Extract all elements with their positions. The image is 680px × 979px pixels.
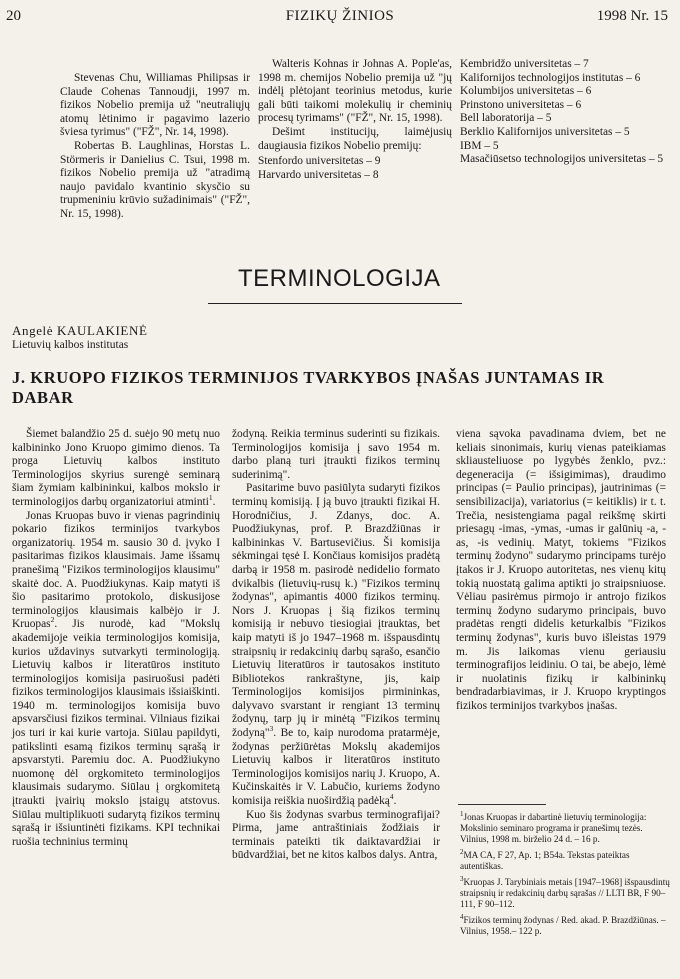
footnote: $^2$MA CA, F 27, Ap. 1; B54a. Tekstas pateiktas autentiškas. [460,847,630,871]
nobel-entry: Stevenas Chu, Williamas Philipsas ir Claude Cohenas Tannoudji, 1997 m. fizikos Nobelio premija už "neutraliųjų atomų lėtinimo ir pagavimo lazerio šviesa tyrimus" ("FŽ", Nr. 14, 1998). [60,72,250,139]
article-title: J. KRUOPO FIZIKOS TERMINIJOS TVARKYBOS ĮNAŠAS JUNTAMAS IR DABAR [12,368,605,407]
body-paragraph: Pasitarime buvo pasiūlyta sudaryti fizikos terminų komisiją. Į ją buvo įtraukti fizikai H. Horodničius, J. Zdanys, doc. A. Puodžiukynas, prof. P. Brazdžiūnas ir kalbininkas V. Bartusevičius. Ši komisija sėkmingai tęsė I. Končiaus komisijos pradėtą darbą ir 1958 m. pasirodė nedidelio formato dvikalbis (lietuvių-rusų k.) "Fizikos terminų žodynas", apimantis 4000 fizikos terminų. Nors J. Kruopas į šią fizikos terminų komisiją ir nebuvo tiesiogiai įtrauktas, bet kaip matyti iš jo 1947–1968 m. išspausdintų straipsnių ir redakcinių darbų sąrašo, esančio Lietuvių literatūros ir tautosakos instituto Bibliotekos rankraštyne, jis, kaip Terminologijos komisijos pirmininkas, dalyvavo svarstant ir rengiant 13 terminų žodynų, tarp jų ir minėtą "Fizikos terminų žodyną"$^3$. Be to, kaip nurodoma pratarmėje, žodynas peržiūrėtas Mokslų akademijos Lietuvių kalbos ir literatūros instituto Terminologijos komisijos narių J. Kruopo, A. Kučinskaitės ir V. Labučio, kuriems žodyno komisija reiškia nuoširdžią padėką$^4$. [232,482,440,808]
page-header [0,8,680,28]
top-column-2 [258,58,452,182]
author-first-name: Angelė [12,323,54,338]
body-paragraph: žodyną. Reikia terminus suderinti su fizikais. Terminologijos komisija į savo 1954 m. darbo planą turi įtraukti fizikos terminų suderinimą". [232,428,440,481]
institution-item: Prinstono universitetas – 6 [460,98,582,111]
author-institution: Lietuvių kalbos institutas [12,339,129,351]
institution-item: Berklio Kalifornijos universitetas – 5 [460,125,630,138]
author-block [12,324,147,352]
footnotes [460,809,670,942]
footnote-ref: 2 [50,615,55,625]
footnote-ref: 3 [269,724,274,734]
body-column-3 [456,428,666,713]
institution-item: IBM – 5 [460,139,499,152]
institution-item: Kembridžo universitetas – 7 [460,58,589,70]
institutions-list-a [258,155,452,182]
footnote: $^1$Jonas Kruopas ir dabartinė lietuvių terminologija: Mokslinio seminaro programa ir pranešimų tezės. Vilnius, 1998 m. birželio 24 d. – 16 p. [460,809,647,844]
institution-item: Bell laboratorija – 5 [460,112,552,125]
institution-item: Kalifornijos technologijos institutas – 6 [460,71,641,84]
footnote-ref: 4 [389,792,394,802]
top-column-1 [60,72,250,222]
footnote: $^3$Kruopas J. Tarybiniais metais [1947–1968] išspausdintų straipsnių ir redakcinių darbų sąrašas // LLTI BR, F 90–111, F 90–112. [460,874,670,909]
issue-label: 1998 Nr. 15 [596,8,668,24]
footnote: $^4$Fizikos terminų žodynas / Red. akad. P. Brazdžiūnas. – Vilnius, 1958.– 122 p. [460,912,666,936]
footnote-divider [458,804,546,805]
body-paragraph: viena sąvoka pavadinama dviem, bet ne keliais sinonimais, kurių vienas pateikiamas skliausteliuose po lygybės ženklo, pvz.: degeneracija (= išsigimimas), draudimo principas (= Paulio principas), jautrinimas (= sensibilizacija), variatorius (= keitiklis) ir t. t. Trečia, nesistengiama pagal reikšmę skirti priesagų -imas, -ymas, -umas ir galūnių -a, -as, -is vedinių. Matyt, tokiems "Fizikos terminų žodyno" sudarymo principams turėjo įtakos ir J. Kruopo autoritetas, nes vienų kitų tokią nuostatą galima aptikti jo straipsniuose. Vėliau pasirėmus pirmojo ir antrojo fizikos terminų žodyno sudarymo principais, buvo pradėtas rengti didelis keturkalbis "Fizikos terminų žodynas", kuris buvo išleistas 1979 m. Jis laikomas vienu geriausiu terminografijos leidiniu. O tai, be abejo, lėmė ir nuolatinis fizikų ir kalbininkų bendradarbiavimas, ir J. Kruopo kryptingos fizikos terminijos tvarkybos įnašas. [456,428,666,712]
institutions-intro: Dešimt institucijų, laimėjusių daugiausia fizikos Nobelio premijų: [258,125,452,152]
body-paragraph: Šiemet balandžio 25 d. suėjo 90 metų nuo kalbininko Jono Kruopo gimimo dienos. Ta proga Lietuvių kalbos instituto Terminologijos skyrius surengė seminarą šiam žymiam kalbininkui, kalbos mokslo ir terminologijos darbų organizatoriui atminti$^1$. [12,428,220,508]
institution-item: Harvardo universitetas – 8 [258,168,379,181]
institution-item: Stenfordo universitetas – 9 [258,155,381,168]
journal-title: FIZIKŲ ŽINIOS [285,8,395,24]
nobel-entry: Walteris Kohnas ir Johnas A. Pople'as, 1998 m. chemijos Nobelio premija už "jų indėlį plėtojant teorinius metodus, kurie gali būti taikomi molekulių ir cheminių procesų tyrimams" ("FŽ", Nr. 15, 1998). [258,58,452,125]
section-divider [208,303,462,304]
institution-item: Masačiūsetso technologijos universitetas – 5 [460,153,664,166]
body-column-2 [232,428,440,863]
body-paragraph: Kuo šis žodynas svarbus terminografijai? Pirma, jame antraštiniais žodžiais ir terminais pateikti tik daiktavardžiai ir būdvardžiai, bet ne kitos kalbos dalys. Antra, [232,808,440,862]
section-heading: TERMINOLOGIJA [238,265,441,292]
body-column-1 [12,428,220,849]
footnote-ref: 1 [208,493,213,503]
body-paragraph: Jonas Kruopas buvo ir vienas pagrindinių pokario fizikos terminijos tvarkybos organizatorių. 1954 m. sausio 30 d. įvyko I pasitarimas fizikos klausimais. Jame išsamų pranešimą "Fizikos terminologijos klausimu" skaitė doc. A. Puodžiukynas. Kaip matyti iš šio pasitarimo protokolo, diskusijose terminologijos klausimais kalbėjo ir J. Kruopas$^2$. Jis nurodė, kad "Mokslų akademijoje veikia terminologijos komisija, kurios uždavinys sutvarkyti terminologiją. Lietuvių kalbos ir literatūros instituto terminologijos komisija pasiruošusi padėti fizikos terminologijos klausimais išsiaiškinti. 1940 m. terminologijos komisija buvo apsvarsčiusi fizikos terminai. Vilniaus fizikai jos turi ir kai kurie vartoja. Siūlau papildyti, patikslinti esamą fizikos terminų sąrašą ir apsvarstyti. Paremiu doc. A. Puodžiukyno nuomonę dėl orgkomiteto terminologijos klausimais sudarymo. Siūlau į orgkomitetą įtraukti įvairių mokslo įstaigų atstovus. Siūlau multiplikuoti sudarytą fizikos terminų sąrašą ir išsiuntinėti fizikams. KPI technikai ruošia techninius terminų [12,509,220,848]
top-column-3 [460,58,665,167]
nobel-entry: Robertas B. Laughlinas, Horstas L. Störmeris ir Danielius C. Tsui, 1998 m. fizikos Nobelio premija už "atradimą naujo pavidalo kvantinio skysčio su trupmeniniu krūvio sužadinimais" ("FŽ", Nr. 15, 1998). [60,139,250,220]
page-number: 20 [6,8,21,24]
author-last-name: KAULAKIENĖ [57,323,148,338]
institution-item: Kolumbijos universitetas – 6 [460,85,592,98]
